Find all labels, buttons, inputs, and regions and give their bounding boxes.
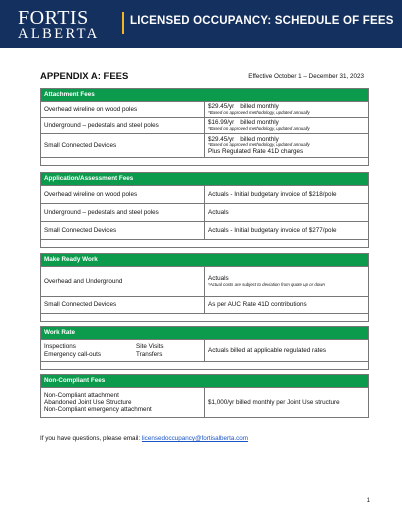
contact-text: If you have questions, please email:: [40, 435, 141, 442]
application-fees-table: [40, 172, 369, 248]
price: $16.99/yr: [208, 119, 235, 127]
billing-frequency: billed monthly: [240, 119, 279, 127]
page-header: [0, 0, 402, 48]
footnote: *Based on approved methodology, updated annually: [208, 125, 310, 131]
fortis-alberta-logo: [18, 8, 100, 42]
row-label: Overhead and Underground: [41, 267, 205, 297]
logo-line1: FORTIS: [18, 7, 89, 29]
appendix-title: APPENDIX A: FEES: [40, 71, 129, 82]
table-row: [41, 297, 369, 314]
row-label: Small Connected Devices: [41, 222, 205, 240]
value: Actuals: [208, 275, 229, 283]
table-row: [41, 118, 369, 134]
section-header-application: Application/Assessment Fees: [41, 173, 369, 186]
footnote: *Actual costs are subject to deviation from quote up or down: [208, 281, 325, 287]
work-item: Inspections: [44, 343, 76, 351]
fee-item: Non-Compliant attachment: [44, 391, 119, 399]
header-title: LICENSED OCCUPANCY: SCHEDULE OF FEES: [130, 15, 394, 27]
footnote: *Based on approved methodology, updated annually: [208, 109, 310, 115]
billing-frequency: billed monthly: [240, 135, 279, 143]
work-item: Site Visits: [136, 343, 164, 351]
row-label: Underground – pedestals and steel poles: [41, 118, 205, 134]
row-value: [205, 118, 369, 134]
table-row: [41, 186, 369, 204]
row-value: Actuals: [205, 204, 369, 222]
table-row: [41, 267, 369, 297]
extra-charges: Plus Regulated Rate 41D charges: [208, 147, 304, 155]
price: $29.45/yr: [208, 135, 235, 143]
table-row: [41, 134, 369, 158]
billing-frequency: billed monthly: [240, 103, 279, 111]
row-value: [205, 134, 369, 158]
work-item: Transfers: [136, 350, 163, 358]
header-divider: [122, 12, 124, 34]
spacer: [41, 158, 369, 166]
effective-date: Effective October 1 – December 31, 2023: [248, 73, 364, 80]
row-value: $1,000/yr billed monthly per Joint Use structure: [205, 388, 369, 418]
work-item: Emergency call-outs: [44, 350, 102, 358]
attachment-fees-table: [40, 88, 369, 166]
logo-line2: ALBERTA: [18, 26, 100, 42]
section-header-attachment: Attachment Fees: [41, 89, 369, 102]
spacer: [41, 314, 369, 322]
fee-item: Non-Compliant emergency attachment: [44, 406, 152, 414]
table-row: [41, 204, 369, 222]
row-label: Overhead wireline on wood poles: [41, 102, 205, 118]
spacer: [41, 240, 369, 248]
contact-line: [40, 435, 248, 442]
fee-item: Abandoned Joint Use Structure: [44, 398, 132, 406]
row-label: [41, 340, 205, 362]
footnote: *Based on approved methodology, updated annually: [208, 142, 310, 148]
row-label: Small Connected Devices: [41, 134, 205, 158]
row-label: Small Connected Devices: [41, 297, 205, 314]
row-value: Actuals billed at applicable regulated rates: [205, 340, 369, 362]
table-row: [41, 102, 369, 118]
section-header-non-compliant: Non-Compliant Fees: [41, 375, 369, 388]
price: $29.45/yr: [208, 103, 235, 111]
table-row: [41, 388, 369, 418]
table-row: [41, 222, 369, 240]
section-header-work-rate: Work Rate: [41, 327, 369, 340]
row-label: Overhead wireline on wood poles: [41, 186, 205, 204]
work-rate-table: [40, 326, 369, 370]
table-row: [41, 340, 369, 362]
row-value: [205, 267, 369, 297]
section-header-make-ready: Make Ready Work: [41, 254, 369, 267]
row-value: Actuals - Initial budgetary invoice of $277/pole: [205, 222, 369, 240]
row-value: As per AUC Rate 41D contributions: [205, 297, 369, 314]
page-number: 1: [366, 498, 370, 504]
spacer: [41, 362, 369, 370]
make-ready-table: [40, 253, 369, 322]
row-value: [205, 102, 369, 118]
non-compliant-table: [40, 374, 369, 418]
row-label: [41, 388, 205, 418]
row-label: Underground – pedestals and steel poles: [41, 204, 205, 222]
row-value: Actuals - Initial budgetary invoice of $218/pole: [205, 186, 369, 204]
contact-email-link[interactable]: licensedoccupancy@fortisalberta.com: [141, 435, 249, 442]
